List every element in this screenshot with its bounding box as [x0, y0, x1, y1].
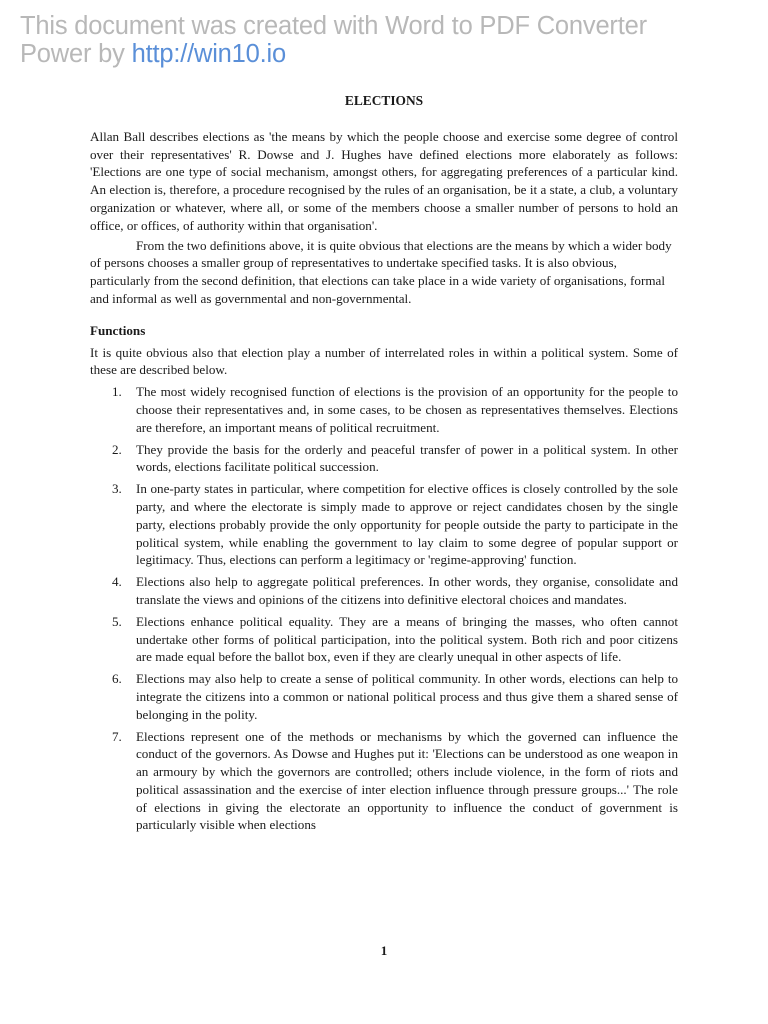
functions-intro: It is quite obvious also that election play a number of interrelated roles in within a political system. Some of these are described below.	[90, 344, 678, 378]
list-item-text: The most widely recognised function of elections is the provision of an opportunity for the people to choose their representatives and, in some cases, to be chosen as representatives themselves. Elections are therefore, an important means of political recruitment.	[136, 384, 678, 435]
list-item	[90, 480, 678, 569]
list-item-text: Elections enhance political equality. They are a means of bringing the masses, who often cannot undertake other forms of political participation, into the political system. Both rich and poor citizens are made equal before the ballot box, even if they are clearly unequal in other aspects of life.	[136, 613, 678, 665]
list-item-number: 2.	[112, 441, 122, 457]
functions-heading: Functions	[90, 322, 146, 338]
list-item	[90, 383, 678, 436]
document-page	[90, 92, 678, 838]
list-item	[90, 728, 678, 835]
watermark-line-2	[20, 40, 647, 68]
list-item	[90, 670, 678, 723]
list-item-text: Elections may also help to create a sense of political community. In other words, elections can help to integrate the citizens into a common or national political process and thus give them a shared sense of belonging in the polity.	[136, 671, 678, 722]
list-item-text: Elections represent one of the methods or mechanisms by which the governed can influence the conduct of the governors. As Dowse and Hughes put it: 'Elections can be understood as one weapon in an armoury by which the governors are controlled; others include violence, in the form of riots and political assassination and the exercise of inter election influence through pressure groups...' The role of elections in giving the electorate an opportunity to influence the conduct of government is particularly visible when elections	[136, 728, 678, 833]
list-item	[90, 573, 678, 609]
list-item-number: 3.	[112, 481, 122, 497]
list-item-number: 6.	[112, 671, 122, 687]
list-item-number: 5.	[112, 613, 122, 629]
document-title: ELECTIONS	[344, 93, 424, 108]
watermark-link[interactable]: http://win10.io	[131, 40, 286, 68]
paragraph-summary: From the two definitions above, it is quite obvious that elections are the means by which a wider body of persons chooses a smaller group of representatives to undertake specified tasks. It is also obvious, particularly from the second definition, that elections can take place in a wide variety of organisations, formal and informal as well as governmental and non-governmental.	[90, 237, 672, 306]
list-item-number: 7.	[112, 728, 122, 744]
list-item-text: In one-party states in particular, where competition for elective offices is closely controlled by the sole party, and where the electorate is simply made to approve or reject candidates chosen by the single party, elections probably provide the only opportunity for people outside the party to participate in the political system, while enabling the government to lay claim to some degree of popular support or legitimacy. Thus, elections can perform a legitimacy or 'regime-approving' function.	[136, 481, 678, 568]
list-item-text: Elections also help to aggregate political preferences. In other words, they organise, consolidate and translate the views and opinions of the citizens into definitive electoral choices and mandates.	[136, 574, 678, 607]
page-number: 1	[380, 943, 388, 958]
list-item	[90, 441, 678, 477]
list-item-number: 4.	[112, 574, 122, 590]
list-item	[90, 613, 678, 666]
list-item-number: 1.	[112, 384, 122, 400]
list-item-text: They provide the basis for the orderly and peaceful transfer of power in a political system. In other words, elections facilitate political succession.	[136, 441, 678, 475]
functions-list	[90, 383, 678, 834]
converter-watermark	[20, 12, 647, 68]
watermark-prefix: Power by	[20, 40, 132, 68]
paragraph-definitions: Allan Ball describes elections as 'the means by which the people choose and exercise some degree of control over their representatives' R. Dowse and J. Hughes have defined elections more elaborately as follows: 'Elections are one type of social mechanism, amongst others, for aggregating preferences of a particular kind. An election is, therefore, a procedure recognised by the rules of an organisation, be it a state, a club, a voluntary organization or whatever, where all, or some of the members choose a smaller number of persons to hold an office, or offices, of authority within that organisation'.	[90, 128, 678, 233]
watermark-line-1: This document was created with Word to PDF Converter	[20, 12, 647, 40]
